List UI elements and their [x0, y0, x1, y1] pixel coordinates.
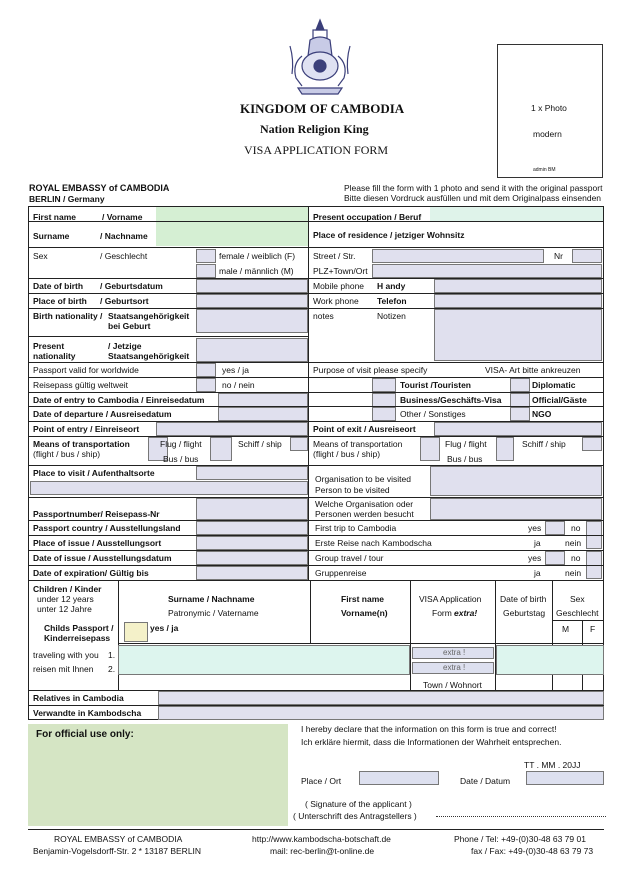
date-of-expiration-label: Date of expiration/ Gültig bis — [33, 568, 149, 578]
exit-flight-label: Flug / flight — [445, 439, 487, 449]
sex-female-label: female / weiblich (F) — [219, 251, 296, 261]
place-to-visit-field[interactable] — [196, 466, 308, 480]
sex-check-male[interactable] — [196, 264, 216, 278]
childs-passport-label: Childs Passport / — [44, 623, 114, 633]
exit-transport-label-2: (flight / bus / ship) — [313, 449, 381, 459]
nr-field[interactable] — [572, 249, 602, 263]
passport-valid-label-de: Reisepass gültig weltweit — [33, 380, 128, 390]
ngo-label: NGO — [532, 409, 552, 419]
exit-transport-flight[interactable] — [420, 437, 440, 461]
exit-ship-label: Schiff / ship — [522, 439, 566, 449]
group-nein-label: nein — [565, 568, 582, 578]
form-title: KINGDOM OF CAMBODIA — [240, 101, 405, 116]
first-trip-no-label: no — [571, 523, 581, 533]
children-town-label: Town / Wohnort — [423, 680, 482, 690]
children-geschlecht-header: Geschlecht — [556, 608, 599, 618]
place-label: Place / Ort — [301, 776, 342, 786]
date-label: Date / Datum — [460, 776, 511, 786]
children-under12-de: unter 12 Jahre — [37, 604, 92, 614]
surname-field[interactable] — [156, 222, 308, 246]
transport-ship-label: Schiff / ship — [238, 439, 282, 449]
plz-field[interactable] — [372, 264, 602, 278]
diplomatic-label: Diplomatic — [532, 380, 576, 390]
photo-box[interactable] — [497, 44, 603, 178]
surname-label: Surname — [33, 231, 70, 241]
embassy-city: BERLIN / Germany — [29, 194, 105, 204]
entry-date-label: Date of entry to Cambodia / Einreisedatum — [33, 395, 205, 405]
first-trip-yes[interactable] — [545, 521, 565, 535]
passport-valid-label: Passport valid for worldwide — [33, 365, 139, 375]
passport-valid-no[interactable] — [196, 378, 216, 392]
form-name: VISA APPLICATION FORM — [244, 143, 389, 157]
present-nationality-label-de: / Jetzige — [108, 341, 142, 351]
mobile-label: Mobile phone — [313, 281, 365, 291]
organisation-label-3: Welche Organisation oder — [315, 499, 414, 509]
passport-country-label: Passport country / Ausstellungsland — [33, 523, 181, 533]
passport-valid-yes-label: yes / ja — [222, 365, 249, 375]
group-no-label: no — [571, 553, 581, 563]
pob-label: Place of birth — [33, 296, 87, 306]
group-yes-label: yes — [528, 553, 542, 563]
present-nationality-field[interactable] — [196, 338, 308, 362]
organisation-label-2: Person to be visited — [315, 485, 390, 495]
royal-crest-emblem — [280, 16, 360, 96]
child-row-1-number: 1. — [108, 650, 116, 660]
birth-nationality-field[interactable] — [196, 309, 308, 333]
declaration-de: Ich erkläre hiermit, dass die Informationen der Wahrheit entsprechen. — [301, 737, 562, 747]
traveling-with-label-de: reisen mit Ihnen — [33, 664, 94, 674]
children-visa-header: VISA Application — [419, 594, 482, 604]
childs-passport-yes: yes / ja — [150, 623, 179, 633]
dob-field[interactable] — [196, 279, 308, 293]
residence-label: Place of residence / jetziger Wohnsitz — [313, 230, 465, 240]
instruction-de: Bitte diesen Vordruck ausfüllen und mit dem Originalpass einsenden — [344, 193, 602, 203]
first-name-label-de: / Vorname — [102, 212, 143, 222]
children-sex-header: Sex — [570, 594, 585, 604]
sex-label-de: / Geschlecht — [100, 251, 148, 261]
plz-label: PLZ+Town/Ort — [313, 266, 368, 276]
date-of-issue-field[interactable] — [196, 551, 308, 565]
purpose-label: Purpose of visit please specify — [313, 365, 428, 375]
surname-label-de: / Nachname — [100, 231, 148, 241]
footer-embassy-name: ROYAL EMBASSY of CAMBODIA — [54, 834, 183, 844]
relatives-field-2[interactable] — [158, 706, 604, 720]
first-trip-nein-label: nein — [565, 538, 582, 548]
photo-count: 1 x Photo — [531, 103, 567, 113]
relatives-label-de: Verwandte in Kambodscha — [33, 708, 142, 718]
purpose-check-official[interactable] — [510, 393, 530, 407]
footer-website[interactable]: http://www.kambodscha-botschaft.de — [252, 834, 391, 844]
notes-label: notes — [313, 311, 334, 321]
signature-label-en: ( Signature of the applicant ) — [305, 799, 412, 809]
children-geburtstag-header: Geburtstag — [503, 608, 546, 618]
organisation-label-1: Organisation to be visited — [315, 474, 411, 484]
first-trip-label: First trip to Cambodia — [315, 523, 397, 533]
place-of-issue-label: Place of issue / Ausstellungsort — [33, 538, 162, 548]
child-row-2-extra-label: extra ! — [443, 663, 466, 672]
first-name-label: First name — [33, 212, 76, 222]
business-label: Business/Geschäfts-Visa — [400, 395, 502, 405]
occupation-label: Present occupation / Beruf — [313, 212, 422, 222]
notizen-label: Notizen — [377, 311, 406, 321]
group-yes[interactable] — [545, 551, 565, 565]
footer-fax: fax / Fax: +49-(0)30-48 63 79 73 — [471, 846, 594, 856]
embassy-name: ROYAL EMBASSY of CAMBODIA — [29, 183, 170, 193]
place-to-visit-label: Place to visit / Aufenthaltsorte — [33, 468, 155, 478]
official-use-label: For official use only: — [36, 729, 134, 740]
entry-point-field[interactable] — [156, 422, 308, 436]
purpose-check-ngo[interactable] — [510, 407, 530, 421]
other-label: Other / Sonstiges — [400, 409, 466, 419]
childs-passport-label-de: Kinderreisepass — [44, 633, 111, 643]
children-firstname-header: First name — [341, 594, 384, 604]
date-input[interactable] — [526, 771, 604, 785]
purpose-check-other[interactable] — [372, 407, 396, 421]
official-use-box — [28, 724, 288, 826]
dob-label-de: / Geburtsdatum — [100, 281, 163, 291]
work-phone-field[interactable] — [434, 294, 602, 308]
children-under12-en: under 12 years — [37, 594, 94, 604]
street-label: Street / Str. — [313, 251, 356, 261]
group-ja-label: ja — [534, 568, 541, 578]
exit-bus-label: Bus / bus — [447, 454, 483, 464]
place-to-visit-field-2[interactable] — [30, 481, 308, 495]
transport-check-ship[interactable] — [290, 437, 308, 451]
transport-check-flight[interactable] — [210, 437, 232, 461]
instruction-en: Please fill the form with 1 photo and send it with the original passport — [344, 183, 603, 193]
passport-valid-no-label: no / nein — [222, 380, 255, 390]
exit-transport-label: Means of transportation — [313, 439, 403, 449]
signature-line[interactable] — [436, 816, 606, 817]
present-nationality-label: Present — [33, 341, 65, 351]
tourist-label: Tourist /Touristen — [400, 380, 471, 390]
mobile-field[interactable] — [434, 279, 602, 293]
purpose-check-tourist[interactable] — [372, 378, 396, 392]
group-label: Group travel / tour — [315, 553, 384, 563]
first-trip-yes-label: yes — [528, 523, 542, 533]
purpose-check-business[interactable] — [372, 393, 396, 407]
place-of-issue-field[interactable] — [196, 536, 308, 550]
passport-number-field[interactable] — [196, 498, 308, 520]
present-nationality-label2: nationality — [33, 351, 76, 361]
children-form-header: Form — [432, 608, 452, 618]
children-patronymic-header: Patronymic / Vatername — [168, 608, 259, 618]
present-nationality-label-de2: Staatsangehörigkeit — [108, 351, 190, 361]
date-format-hint: TT . MM . 20JJ — [524, 760, 581, 770]
first-trip-ja-label: ja — [534, 538, 541, 548]
handy-label: H andy — [377, 281, 406, 291]
transport-bus-label: Bus / bus — [163, 454, 199, 464]
passport-number-label: Passportnumber/ Reisepass-Nr — [33, 509, 160, 519]
passport-country-field[interactable] — [196, 521, 308, 535]
children-dob-header: Date of birth — [500, 594, 547, 604]
birth-nationality-label-de: Staatsangehörigkeit — [108, 311, 190, 321]
exit-point-field[interactable] — [434, 422, 602, 436]
footer-embassy-address: Benjamin-Vogelsdorff-Str. 2 * 13187 BERLIN — [33, 846, 202, 856]
exit-transport-bus[interactable] — [496, 437, 514, 461]
first-name-field[interactable] — [156, 207, 308, 221]
sex-male-label: male / männlich (M) — [219, 266, 294, 276]
entry-date-field[interactable] — [218, 393, 308, 407]
footer-email[interactable]: mail: rec-berlin@t-online.de — [270, 846, 375, 856]
transport-flight-label: Flug / flight — [160, 439, 202, 449]
child-row-2-number: 2. — [108, 664, 116, 674]
group-label-de: Gruppenreise — [315, 568, 367, 578]
first-trip-label-de: Erste Reise nach Kambodscha — [315, 538, 432, 548]
transport-label: Means of transportation — [33, 439, 130, 449]
departure-date-label: Date of departure / Ausreisedatum — [33, 409, 172, 419]
organisation-field[interactable] — [430, 466, 602, 496]
entry-point-label: Point of entry / Einreiseort — [33, 424, 140, 434]
child-row-1-extra-label: extra ! — [443, 648, 466, 657]
childs-passport-check[interactable] — [124, 622, 148, 642]
signature-label-de: ( Unterschrift des Antragstellers ) — [293, 811, 417, 821]
exit-point-label: Point of exit / Ausreiseort — [313, 424, 416, 434]
exit-transport-ship[interactable] — [582, 437, 602, 451]
birth-nationality-label-de2: bei Geburt — [108, 321, 151, 331]
passport-valid-yes[interactable] — [196, 363, 216, 377]
declaration-en: I hereby declare that the information on this form is true and correct! — [301, 724, 557, 734]
child-row-1-name[interactable] — [118, 645, 410, 675]
child-dob-field[interactable] — [496, 645, 604, 675]
relatives-field-1[interactable] — [158, 691, 604, 705]
sex-check-female[interactable] — [196, 249, 216, 263]
pob-field[interactable] — [196, 294, 308, 308]
work-phone-label: Work phone — [313, 296, 359, 306]
children-f-header: F — [590, 624, 596, 634]
children-extra-header: extra! — [454, 608, 478, 618]
organisation-field-2[interactable] — [430, 498, 602, 520]
organisation-label-4: Personen werden besucht — [315, 509, 414, 519]
pob-label-de: / Geburtsort — [100, 296, 149, 306]
birth-nationality-label: Birth nationality / — [33, 311, 103, 321]
nr-label: Nr — [554, 251, 563, 261]
relatives-label: Relatives in Cambodia — [33, 693, 124, 703]
transport-label-2: (flight / bus / ship) — [33, 449, 101, 459]
notes-field[interactable] — [434, 309, 602, 361]
children-vorname-header: Vorname(n) — [341, 608, 388, 618]
date-of-issue-label: Date of issue / Ausstellungsdatum — [33, 553, 172, 563]
form-motto: Nation Religion King — [260, 122, 369, 136]
date-of-expiration-field[interactable] — [196, 566, 308, 580]
departure-date-field[interactable] — [218, 407, 308, 421]
footer-phone: Phone / Tel: +49-(0)30-48 63 79 01 — [454, 834, 586, 844]
traveling-with-label: traveling with you — [33, 650, 99, 660]
place-input[interactable] — [359, 771, 439, 785]
children-surname-header: Surname / Nachname — [168, 594, 255, 604]
purpose-label-de: VISA- Art bitte ankreuzen — [485, 365, 581, 375]
children-title: Children / Kinder — [33, 584, 102, 594]
children-m-header: M — [562, 624, 570, 634]
photo-style: modern — [533, 129, 562, 139]
telefon-label: Telefon — [377, 296, 407, 306]
dob-label: Date of birth — [33, 281, 84, 291]
occupation-field[interactable] — [430, 207, 603, 221]
photo-note: admin BM — [533, 167, 556, 173]
purpose-check-diplomatic[interactable] — [510, 378, 530, 392]
official-label: Official/Gäste — [532, 395, 587, 405]
street-field[interactable] — [372, 249, 544, 263]
sex-label: Sex — [33, 251, 48, 261]
